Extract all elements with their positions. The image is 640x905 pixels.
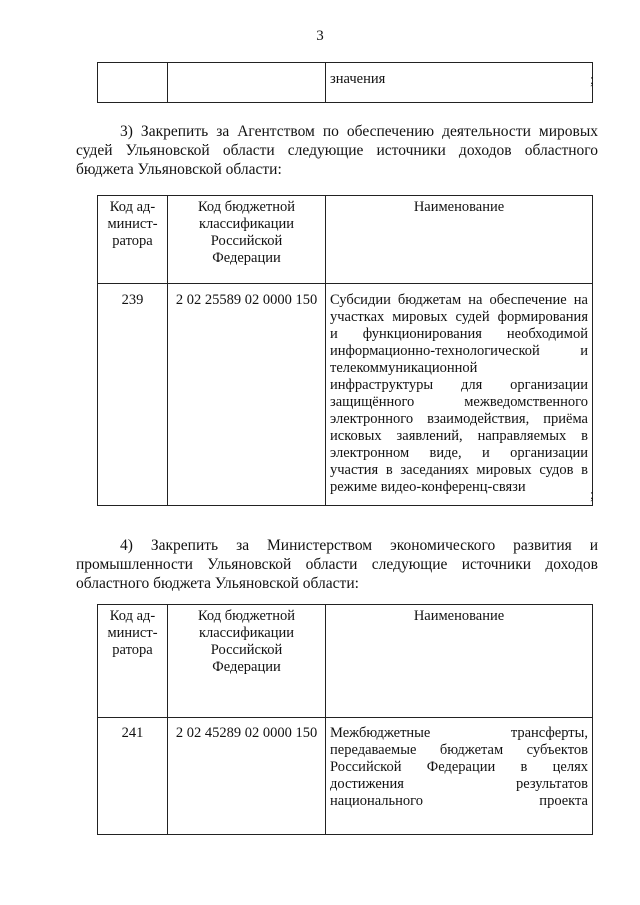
table-row [98, 284, 593, 506]
top-table-semicolon: ; [590, 72, 595, 88]
paragraph-3 [76, 122, 598, 179]
paragraph-line: промышленности Ульяновской области следующие источники доходов [76, 556, 598, 573]
header-kbk: Код бюджетной классификации Российской Федерации [168, 605, 326, 718]
header-name: Наименование [326, 196, 593, 284]
revenue-table-agency [97, 195, 593, 506]
admin-code-cell: 239 [98, 284, 168, 506]
name-cell: Межбюджетные трансферты, передаваемые бюджетам субъектов Российской Федерации в целях достижения результатов национального проекта [326, 718, 593, 835]
page-number: 3 [316, 28, 324, 44]
revenue-table-ministry [97, 604, 593, 835]
paragraph-line: судей Ульяновской области следующие источники доходов областного [76, 142, 598, 159]
paragraph-line: 3) Закрепить за Агентством по обеспечению деятельности мировых [120, 123, 598, 140]
paragraph-4 [76, 536, 598, 593]
table-row [98, 718, 593, 835]
name-cell: Субсидии бюджетам на обеспечение на участках мировых судей формирования и функционирования необходимой информационно-технологической и телекоммуникационной инфраструктуры для организации защищённого межведомственного электронного взаимодействия, приёма исковых заявлений, направляемых в электронном виде, и организации участия в заседаниях мировых судов в режиме видео-конференц-связи [326, 284, 593, 506]
paragraph-line: областного бюджета Ульяновской области: [76, 575, 359, 592]
header-admin-code: Код ад- минист- ратора [98, 605, 168, 718]
kbk-cell: 2 02 45289 02 0000 150 [168, 718, 326, 835]
top-table [97, 62, 593, 103]
top-table-cell-2 [168, 63, 326, 103]
header-kbk: Код бюджетной классификации Российской Федерации [168, 196, 326, 284]
admin-code-cell: 241 [98, 718, 168, 835]
top-table-cell-3: значения [326, 63, 593, 103]
top-table-cell-1 [98, 63, 168, 103]
header-name: Наименование [326, 605, 593, 718]
paragraph-line: бюджета Ульяновской области: [76, 161, 282, 178]
table1-semicolon: ; [590, 487, 595, 503]
kbk-cell: 2 02 25589 02 0000 150 [168, 284, 326, 506]
paragraph-line: 4) Закрепить за Министерством экономического развития и [120, 537, 598, 554]
header-admin-code: Код ад- минист- ратора [98, 196, 168, 284]
